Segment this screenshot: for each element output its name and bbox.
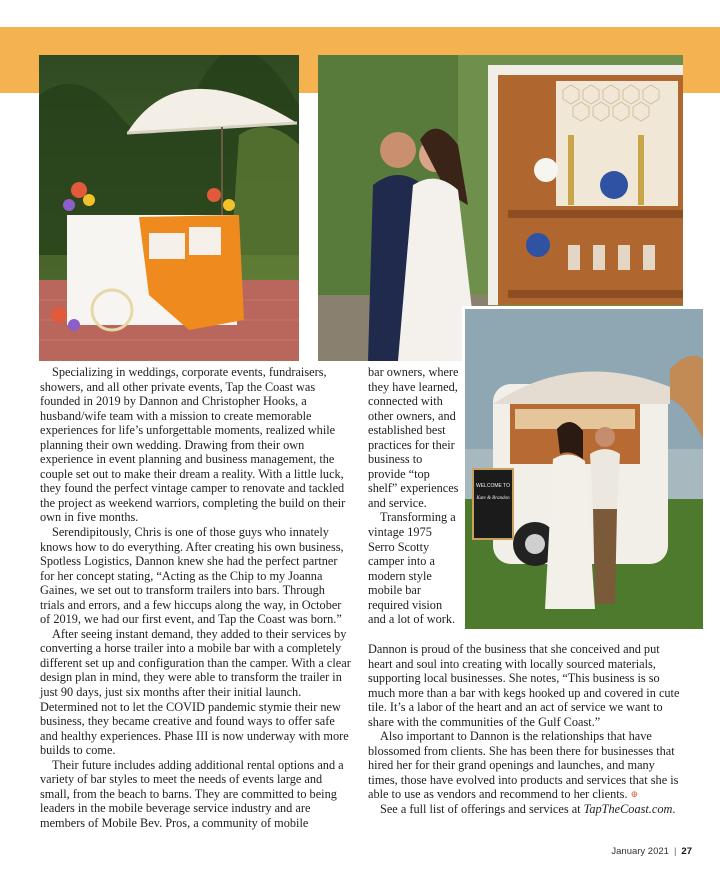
article-column-narrow (368, 365, 460, 627)
page-footer (611, 846, 692, 857)
issue-date: January 2021 (611, 846, 669, 857)
page-number: 27 (681, 846, 692, 857)
photo-decorated-cart (39, 55, 299, 361)
footer-separator: | (673, 846, 677, 857)
sign-names-text: Kate & Brandon (476, 496, 510, 501)
website-link[interactable]: TapTheCoast.com (583, 802, 673, 817)
end-mark-icon: ⊕ (630, 789, 639, 800)
article-column-left (40, 365, 351, 831)
article-paragraph: After seeing instant demand, they added to their services by converting a horse trailer into a mobile bar with a completely different set up and configuration than the camper. With a clear design plan in mind, they were able to transform the trailer in just 90 days, just six months after their initial launch. Determined not to let the COVID pandemic stymie their new business, they became creative and found ways to offer safe and healthy experiences. Phase III is now underway with more builds to come. (40, 626, 351, 758)
closing-prefix: See a full list of offerings and services at (380, 802, 584, 817)
closing-line (368, 802, 681, 817)
sign-welcome-text: WELCOME TO (476, 483, 510, 489)
article-paragraph: Dannon is proud of the business that she conceived and put heart and soul into creating with locally sourced materials, supporting local businesses. She notes, “This business is so much more than a bar with kegs hooked up and covered in cute tile. It’s a labor of the heart and an act of service we want to share with the communities of the Gulf Coast.” (368, 642, 680, 729)
article-paragraph: Transforming a vintage 1975 Serro Scotty camper into a modern style mobile bar required vision and a lot of work. (368, 510, 456, 627)
article-column-right (368, 642, 681, 817)
article-paragraph (368, 729, 681, 802)
article-paragraph: bar owners, where they have learned, connected with other owners, and established best practices for their business to provide “top shelf” experiences and service. (368, 365, 459, 510)
photo-vintage-camper (462, 306, 703, 629)
article-paragraph: Specializing in weddings, corporate events, fundraisers, showers, and all other private events, Tap the Coast was founded in 2019 by Dannon and Christopher Hooks, a husband/wife team with a mission to create memorable experiences for life’s unforgettable moments, realized while planning their own wedding. Drawing from their own experience in event planning and business management, the couple set out to make their dream a reality. With a little luck, they found the perfect vintage camper to renovate and tackled the project as weekend warriors, completing the build on their own in five months. (40, 365, 346, 525)
article-paragraph: Serendipitously, Chris is one of those guys who innately knows how to do everything. After creating his own business, Spotless Logistics, Dannon knew she had the perfect partner for her concept stating, “Acting as the Chip to my Joanna Gaines, we set out to transform trailers into bars. Through trials and errors, and a few hiccups along the way, in October of 2019, we had our first event, and Tap the Coast was born.” (40, 525, 344, 627)
article-paragraph: Their future includes adding additional rental options and a variety of bar styles to meet the needs of events large and small, from the beach to barns. They are committed to being leaders in the mobile beverage service industry and are members of Mobile Bev. Pros, a community of mobile (40, 757, 344, 830)
article-paragraph-text: Also important to Dannon is the relationships that have blossomed from clients. She has been there for businesses that hired her for their grand openings and launches, and many times, those have evolved into products and services that she is able to use as vendors and recommend to her clients. (368, 729, 679, 802)
closing-suffix: . (672, 802, 676, 817)
